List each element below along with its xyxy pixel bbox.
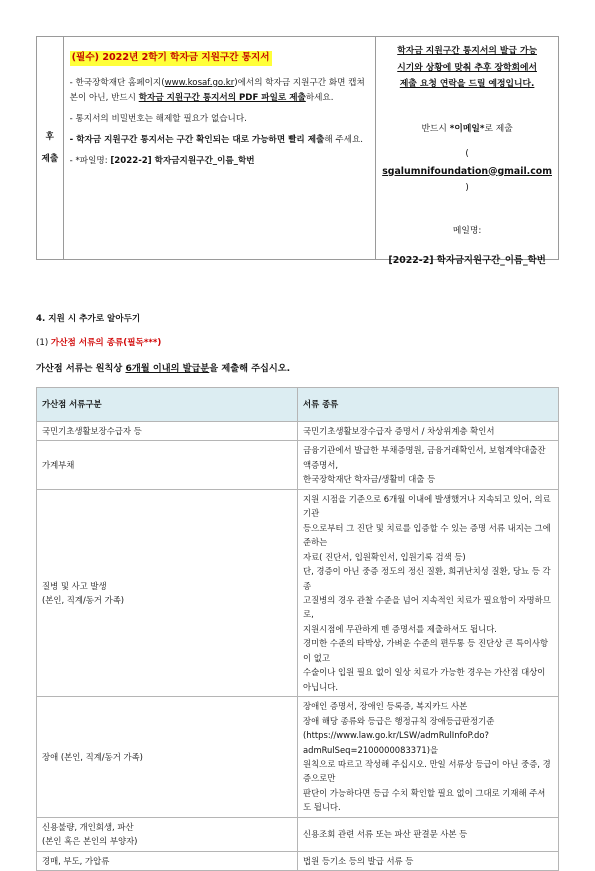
category-line: (본인, 직계/동거 가족) (42, 594, 125, 605)
document-line: 지원 시점을 기준으로 6개월 이내에 발생했거나 지속되고 있어, 의료기관 (303, 493, 551, 519)
table-row (37, 441, 559, 489)
submission-label-line2: 제출 (41, 154, 59, 164)
row-category (37, 489, 298, 696)
table-row (37, 851, 559, 870)
category-line: 질병 및 사고 발생 (42, 580, 107, 591)
header-documents: 서류 종류 (298, 388, 559, 422)
document-line: 고질병의 경우 관찰 수준을 넘어 지속적인 치료가 필요함이 자명하므로, (303, 594, 551, 620)
table-row (37, 489, 559, 696)
row-documents (298, 422, 559, 441)
document-line: 판단이 가능하다면 등급 수치 확인할 필요 없이 그대로 기재해 주셔도 됩니다. (303, 787, 546, 813)
instruction-submit-early: - 학자금 지원구간 통지서는 구간 확인되는 대로 가능하면 빨리 제출해 주세요. (69, 134, 363, 145)
document-line: 한국장학재단 학자금/생활비 대출 등 (303, 474, 436, 485)
submission-table (36, 36, 559, 266)
instruction-filename: - *파일명: [2022-2] 학자금지원구간_이름_학번 (69, 155, 255, 166)
document-line: 등으로부터 그 진단 및 치료를 입증할 수 있는 증명 서류 내지는 그에 준하는 (303, 522, 551, 548)
instruction-pdf: - 한국장학재단 홈페이지(www.kosaf.go.kr)에서의 학자금 지원구간 화면 캡쳐본이 아닌, 반드시 학자금 지원구간 통지서의 PDF 파일로 제출하세요. (69, 77, 365, 103)
submission-instructions-cell (64, 37, 377, 259)
required-document-title: (필수) 2022년 2학기 학자금 지원구간 통지서 (70, 51, 272, 66)
email-address: ( sgalumnifoundation@gmail.com ) (382, 148, 552, 194)
document-line: 장애 해당 종류와 등급은 행정규칙 장애등급판정기준 (303, 715, 495, 726)
row-documents (298, 697, 559, 818)
document-line: 자료( 진단서, 입원확인서, 입원기록 검색 등) (303, 551, 466, 562)
section-title: 4. 지원 시 추가로 알아두기 (36, 314, 141, 324)
bonus-documents-table (36, 387, 559, 871)
document-line: 수술이나 입원 필요 없이 일상 치료가 가능한 경우는 가산점 대상이 아닙니다. (303, 667, 546, 692)
submission-label-cell (37, 37, 64, 259)
row-category (37, 441, 298, 489)
table-row (37, 817, 559, 851)
row-documents (298, 441, 559, 489)
row-documents (298, 489, 559, 696)
header-category: 가산점 서류구분 (37, 388, 298, 422)
kosaf-link[interactable]: www.kosaf.go.kr (164, 77, 235, 88)
submission-method-cell (376, 37, 558, 266)
table-header-row (37, 388, 559, 422)
document-line: 신용조회 관련 서류 또는 파산 판결문 사본 등 (303, 829, 468, 839)
table-row (37, 422, 559, 441)
category-line: 장애 (본인, 직계/동거 가족) (42, 751, 143, 762)
row-category (37, 851, 298, 870)
submit-by-email: 반드시 *이메일*로 제출 (421, 124, 513, 135)
document-line: 지원시점에 무관하게 뗀 증명서를 제출하셔도 됩니다. (303, 623, 497, 634)
document-line: 국민기초생활보장수급자 증명서 / 차상위계층 확인서 (303, 426, 495, 436)
row-documents (298, 817, 559, 851)
document-line: 경미한 수준의 타박상, 가벼운 수준의 편두통 등 진단상 큰 특이사항이 없고 (303, 638, 549, 663)
mail-name-value: [2022-2] 학자금지원구간_이름_학번 (388, 254, 546, 266)
row-category (37, 422, 298, 441)
document-line: 단, 경증이 아닌 중증 정도의 정신 질환, 희귀난치성 질환, 당뇨 등 각종 (303, 566, 551, 591)
mail-name-label: 메일명: (452, 226, 482, 237)
category-line: (본인 혹은 본인의 부양자) (42, 836, 138, 847)
category-line: 가계부채 (42, 459, 75, 470)
category-line: 경매, 부도, 가압류 (42, 855, 110, 866)
table-body (37, 422, 559, 871)
category-line: 국민기초생활보장수급자 등 (42, 426, 142, 436)
row-category (37, 697, 298, 818)
instruction-password: - 통지서의 비밀번호는 해제할 필요가 없습니다. (69, 113, 247, 124)
email-link[interactable]: sgalumnifoundation@gmail.com (382, 165, 552, 177)
document-line: 금융기관에서 발급한 부채증명원, 금융거래확인서, 보험계약대출잔액증명서, (303, 445, 546, 470)
row-category (37, 817, 298, 851)
document-line: (https://www.law.go.kr/LSW/admRulInfoP.do?admRulSeq=2100000083371)을 (303, 730, 489, 755)
section-subtitle: (1) 가산점 서류의 종류(필독***) (36, 338, 162, 348)
category-line: 신용불량, 개인회생, 파산 (42, 821, 134, 832)
document-line: 장애인 증명서, 장애인 등록증, 복지카드 사본 (303, 701, 468, 712)
document-line: 원칙으로 따르고 작성해 주십시오. 만일 서류상 등급이 아닌 중증, 경증으로만 (303, 758, 551, 784)
table-row (37, 697, 559, 818)
submission-label-line1: 후 (45, 131, 54, 142)
section-lead: 가산점 서류는 원칙상 6개월 이내의 발급분을 제출해 주십시오. (36, 363, 291, 374)
row-documents (298, 851, 559, 870)
issuance-notice: 학자금 지원구간 통지서의 발급 가능 시기와 상황에 맞춰 추후 장학회에서 제출 요청 연락을 드릴 예정입니다. (397, 46, 537, 90)
document-line: 법원 등기소 등의 발급 서류 등 (303, 855, 414, 866)
